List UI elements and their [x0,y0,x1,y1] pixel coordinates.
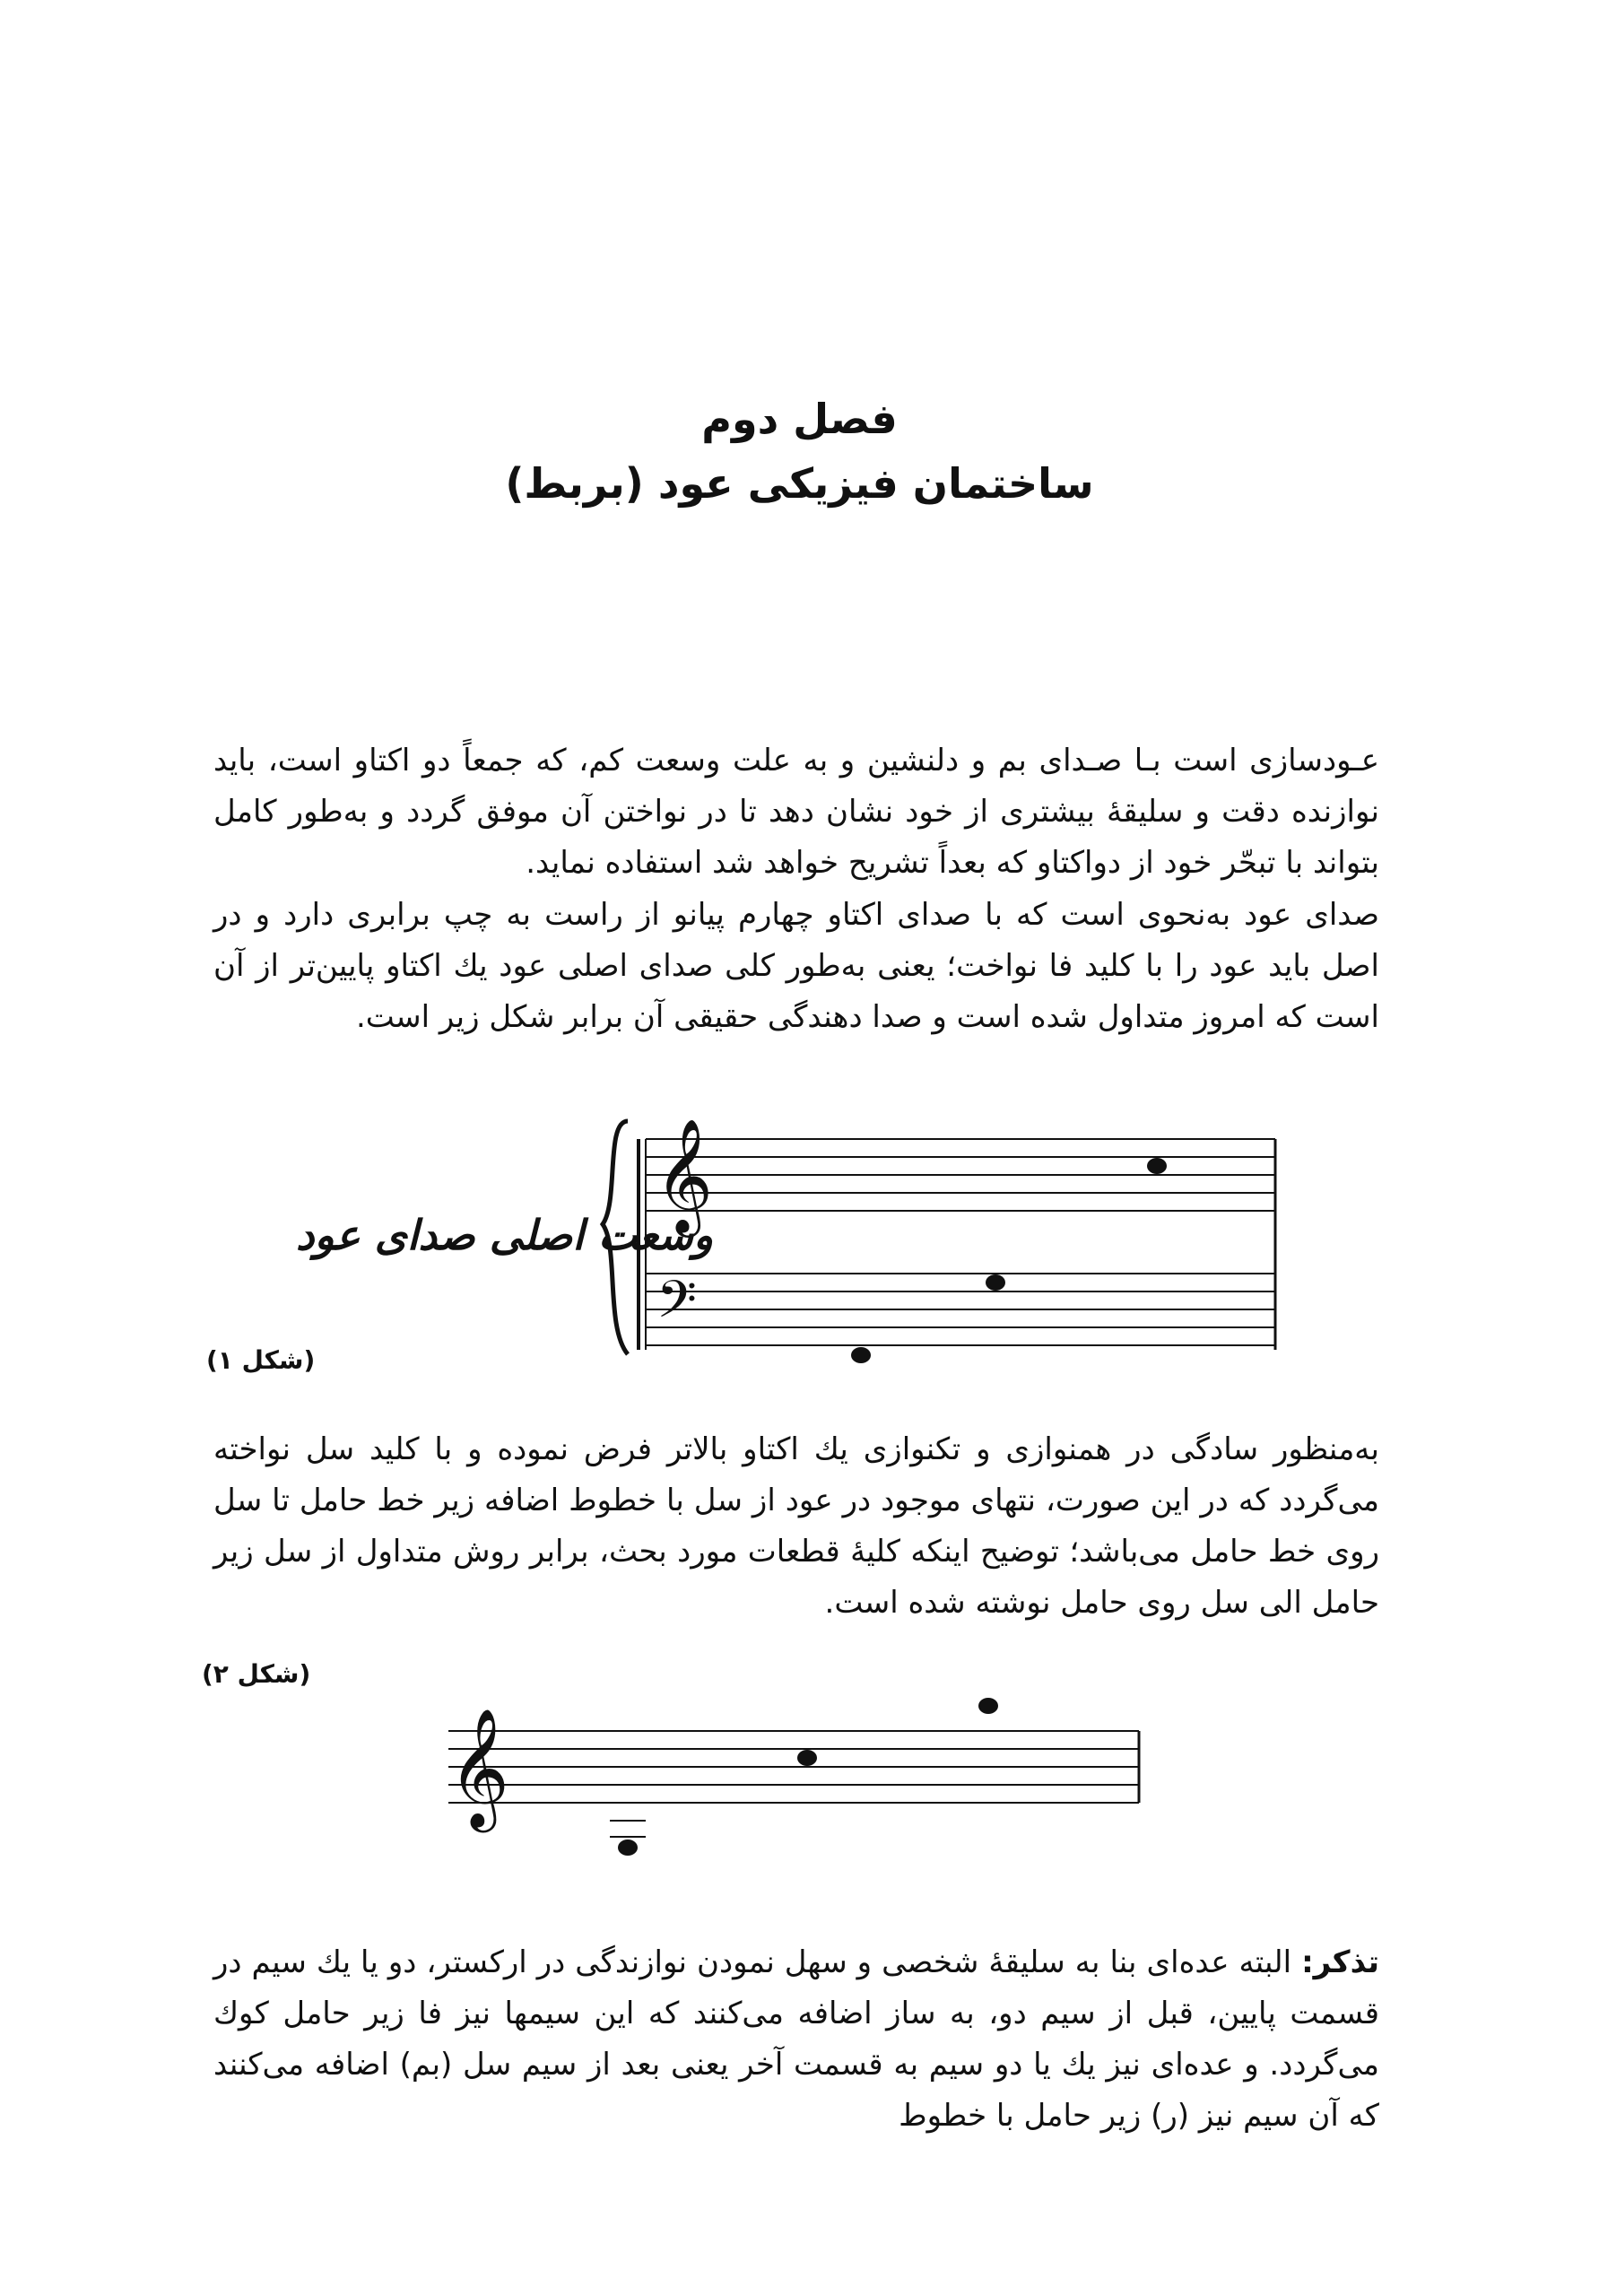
note-label: تذکر: [1301,1944,1379,1980]
note-middle-g [797,1750,817,1766]
brace [603,1121,628,1354]
note-high-g [978,1698,998,1714]
paragraph-2-text: صدای عود به‌نحوی است که با صدای اکتاو چهارم پیانو از راست به چپ برابری دارد و در اصل باید عود را با کلید فا نواخت؛ یعنی به‌طور کلی صدای اصلی عود یك اکتاو پایین‌تر از آن است که امروز متداول شده است و صدا دهندگی حقیقی آن برابر شکل زیر است. [213,897,1379,1035]
paragraph-1-text: عـودسازی است بـا صـدای بم و دلنشین و به علت وسعت کم، که جمعاً دو اکتاو است، باید نوازنده دقت و سلیقهٔ بیشتری از خود نشان دهد تا در نواختن آن موفق گردد و به‌طور کامل بتواند با تبحّر خود از دواکتاو که بعداً تشریح خواهد شد استفاده نماید. [213,743,1379,881]
figure-1-caption: (شکل ۱) [206,1345,316,1375]
treble-staff [646,1139,1275,1211]
treble-staff-2 [448,1731,1139,1803]
paragraph-1 [213,735,1379,889]
paragraph-3-text: به‌منظور سادگی در همنوازی و تکنوازی یك اکتاو بالاتر فرض نموده و با کلید سل نواخته می‌گردد که در این صورت، نتهای موجود در عود از سل با خطوط اضافه زیر خط حامل تا سل روی خط حامل می‌باشد؛ توضیح اینکه کلیهٔ قطعات مورد بحث، برابر روش متداول از سل زیر حامل الی سل روی حامل نوشته شده است. [213,1431,1379,1621]
figure-2-treble-staff [421,1686,1175,1866]
paragraph-2 [213,890,1379,1043]
treble-clef-icon: 𝄞 [655,1118,714,1232]
paragraph-4 [213,1937,1379,2142]
bass-clef-icon: 𝄢 [656,1269,698,1343]
note-body: البته عده‌ای بنا به سلیقهٔ شخصی و سهل نمودن نوازندگی در ارکستر، دو یا یك سیم در قسمت پایین، قبل از سیم دو، به ساز اضافه می‌کنند که این سیمها نیز فا زیر حامل کوك می‌گردد. و عده‌ای نیز یك یا دو سیم به قسمت آخر یعنی بعد از سیم سل (بم) اضافه می‌کنند که آن سیم نیز (ر) زیر حامل با خطوط [213,1944,1379,2134]
figure-1-grand-staff [592,1103,1291,1372]
treble-clef-icon: 𝄞 [448,1708,509,1828]
note-low-g [618,1839,638,1856]
note-middle [986,1274,1005,1291]
chapter-title: فصل دوم [701,395,898,443]
bass-staff [646,1274,1275,1345]
figure-1-label: وسعت اصلی صدای عود [296,1211,714,1259]
note-low [851,1347,871,1363]
chapter-subtitle: ساختمان فیزیکی عود (بربط) [505,459,1094,508]
figure-2-caption: (شکل ۲) [202,1659,311,1689]
paragraph-3 [213,1424,1379,1629]
paragraph-4-text [213,1937,1379,2142]
note-high [1147,1158,1167,1174]
